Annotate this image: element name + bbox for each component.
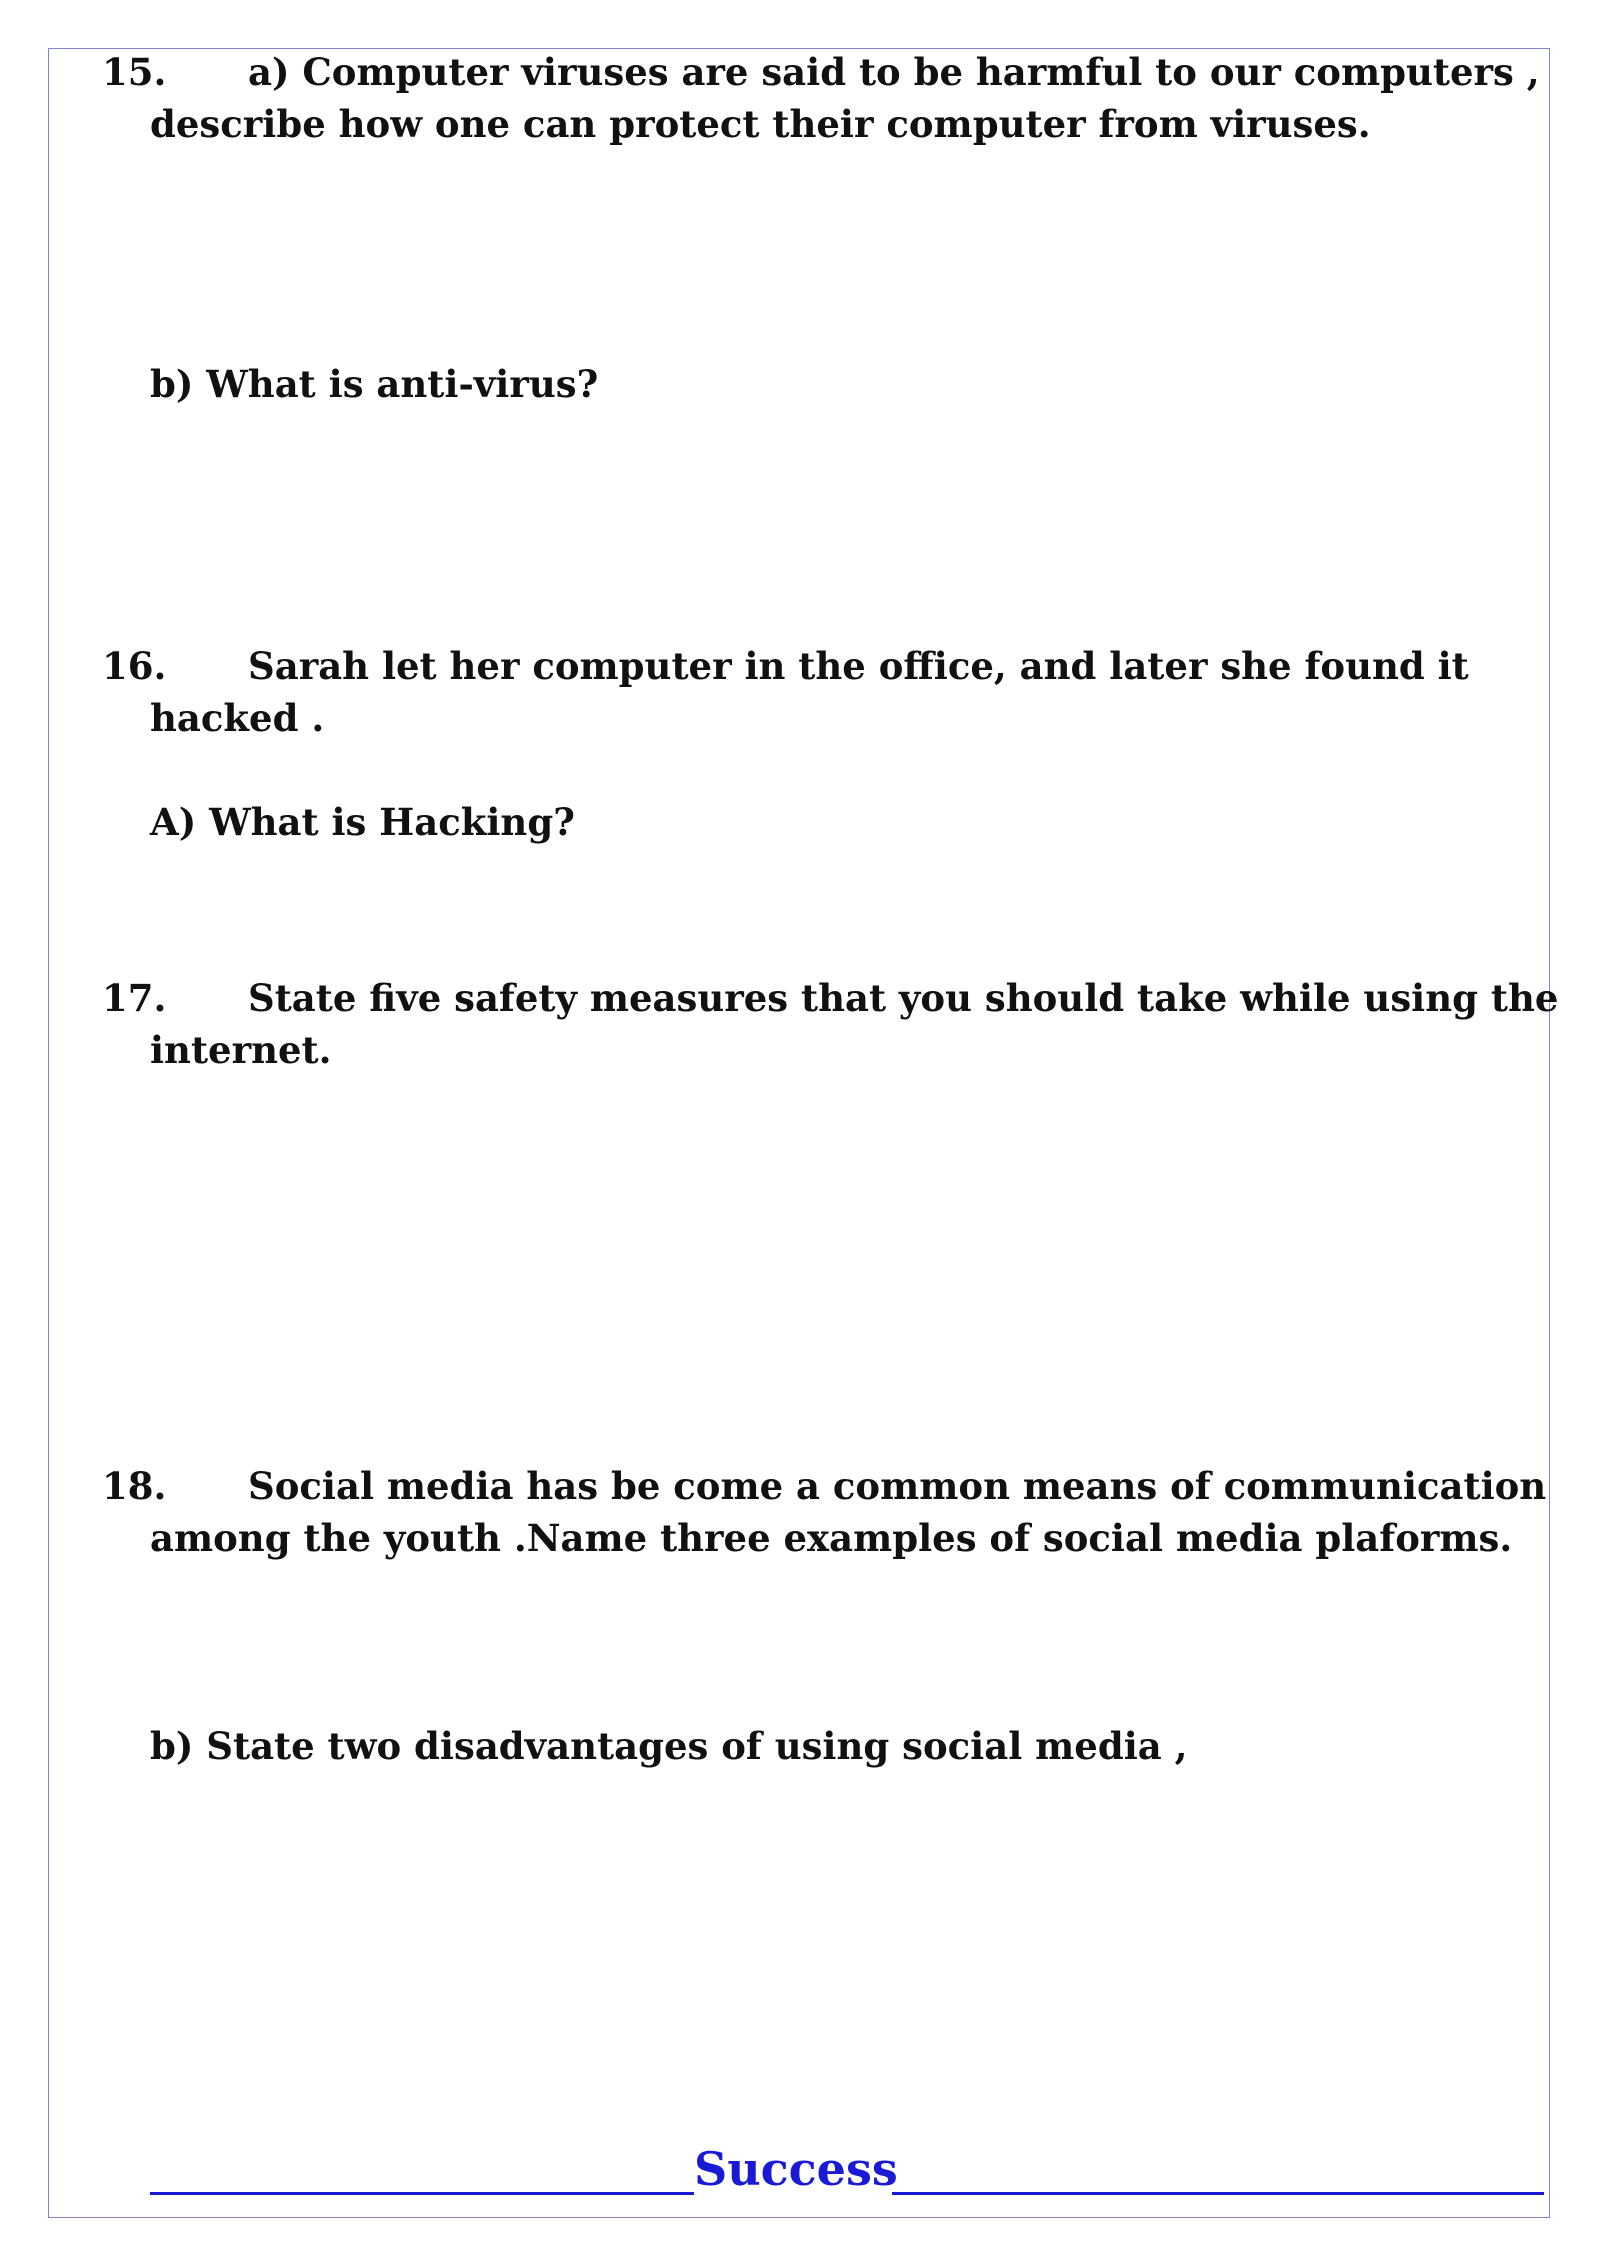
question-15-number: 15.	[102, 50, 167, 94]
footer	[150, 2140, 1544, 2200]
question-17-text-1: State five safety measures that you should take while using the	[248, 976, 1559, 1020]
question-16-line-1	[102, 644, 1469, 688]
question-18-line-1	[102, 1464, 1546, 1508]
question-18-sub-b: b) State two disadvantages of using social media ,	[150, 1724, 1188, 1768]
footer-success-text: Success	[694, 2142, 898, 2196]
question-15-line-1	[102, 50, 1540, 94]
question-17-line-1	[102, 976, 1558, 1020]
question-15-text-2: describe how one can protect their computer from viruses.	[150, 102, 1371, 146]
question-15-sub-b: b) What is anti-virus?	[150, 362, 599, 406]
question-17-number: 17.	[102, 976, 167, 1020]
footer-rule-left	[150, 2192, 694, 2195]
question-16-sub-a: A) What is Hacking?	[150, 800, 575, 844]
question-15-text-1: a) Computer viruses are said to be harmful to our computers ,	[248, 50, 1540, 94]
footer-rule-right	[892, 2192, 1544, 2195]
question-18-number: 18.	[102, 1464, 167, 1508]
question-16-text-1: Sarah let her computer in the office, and later she found it	[248, 644, 1469, 688]
question-16-text-2: hacked .	[150, 696, 325, 740]
question-18-text-2: among the youth .Name three examples of social media plaforms.	[150, 1516, 1513, 1560]
question-16-number: 16.	[102, 644, 167, 688]
question-17-text-2: internet.	[150, 1028, 332, 1072]
question-18-text-1: Social media has be come a common means of communication	[248, 1464, 1547, 1508]
